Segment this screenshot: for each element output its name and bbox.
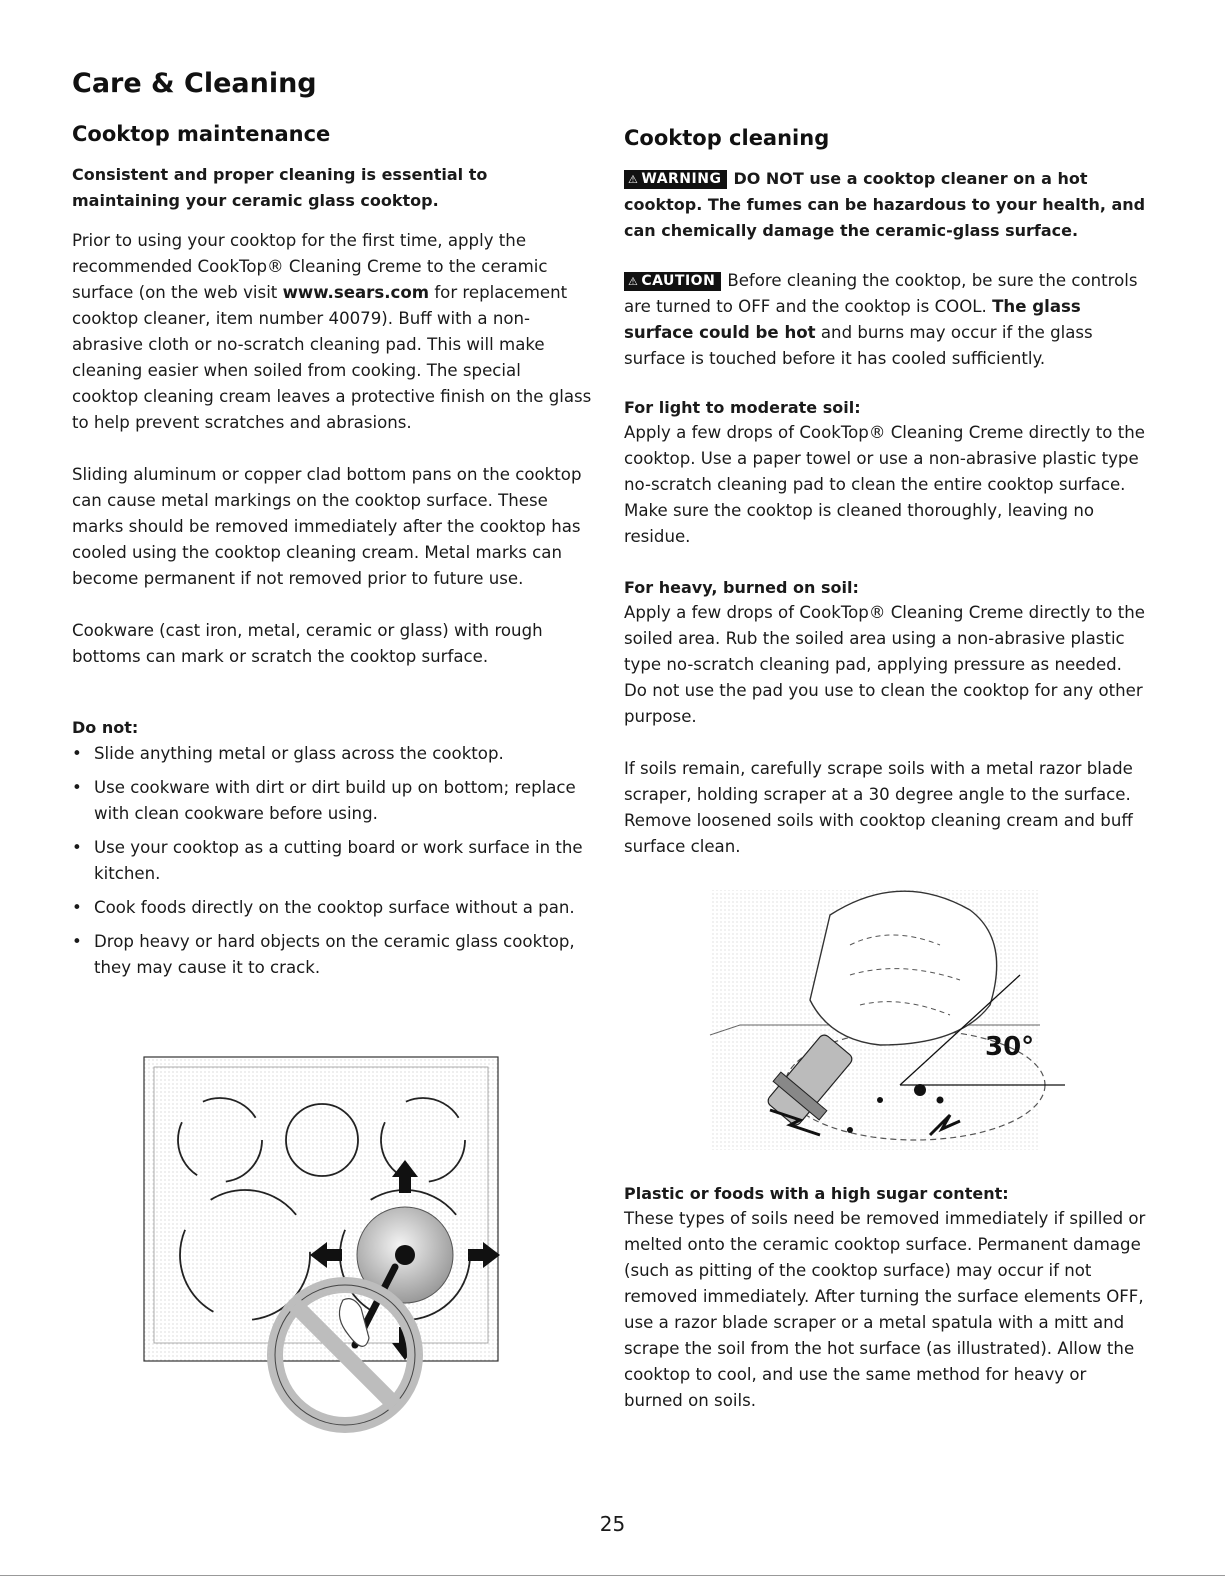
sugar-heading: Plastic or foods with a high sugar content: — [624, 1184, 1009, 1203]
page-title: Care & Cleaning — [72, 68, 317, 99]
light-soil-heading: For light to moderate soil: — [624, 398, 861, 417]
caution-badge — [624, 272, 721, 291]
warning-text: DO NOT use a cooktop cleaner on a hot cooktop. The fumes can be hazardous to your health, and can chemically damage the ceramic-glass surface. — [624, 169, 1146, 240]
bullet: • — [72, 778, 82, 797]
list-item — [72, 835, 592, 887]
cooktop-maintenance-heading: Cooktop maintenance — [72, 122, 331, 146]
cooktop-cleaning-heading: Cooktop cleaning — [624, 126, 830, 150]
cooktop-maintenance-section — [72, 122, 592, 989]
caution-text-a: Before cleaning the cooktop, be sure the controls are turned to OFF and the cooktop is COOL. — [624, 271, 1138, 316]
caution-badge-label: CAUTION — [641, 273, 716, 289]
list-item-text: Use your cooktop as a cutting board or work surface in the kitchen. — [94, 838, 583, 883]
caution-bold-text: The glass surface could be hot — [624, 297, 1081, 342]
bullet: • — [72, 932, 82, 951]
list-item — [72, 775, 592, 827]
bottom-divider — [0, 1575, 1225, 1576]
maintenance-paragraph-3: Cookware (cast iron, metal, ceramic or glass) with rough bottoms can mark or scratch the cooktop surface. — [72, 621, 543, 666]
maintenance-paragraph-1 — [72, 228, 592, 436]
heavy-soil-text: Apply a few drops of CookTop® Cleaning Creme directly to the soiled area. Rub the soiled area using a non-abrasive plastic type no-scratch cleaning pad, applying pressure as needed. Do not use the pad you use to clean the cooktop for any other purpose. — [624, 603, 1145, 726]
bullet: • — [72, 744, 82, 763]
cooktop-surface — [144, 1057, 498, 1361]
sugar-text: These types of soils need be removed immediately if spilled or melted onto the ceramic cooktop surface. Permanent damage (such as pitting of the cooktop surface) may occur if not removed immediately. After turning the surface elements OFF, use a razor blade scraper or a metal spatula with a mitt and scrape the soil from the hot surface (as illustrated). Allow the cooktop to cool, and use the same method for heavy or burned on soils. — [624, 1209, 1146, 1410]
heavy-soil-heading: For heavy, burned on soil: — [624, 578, 859, 597]
list-item-text: Use cookware with dirt or dirt build up on bottom; replace with clean cookware before using. — [94, 778, 576, 823]
list-item — [72, 741, 592, 767]
scrape-text: If soils remain, carefully scrape soils with a metal razor blade scraper, holding scraper at a 30 degree angle to the surface. Remove loosened soils with cooktop cleaning cream and buff surface clean. — [624, 759, 1133, 856]
caution-triangle-icon: ⚠ — [628, 275, 639, 288]
warning-badge-label: WARNING — [641, 171, 722, 187]
scraper-30-degree-illustration — [700, 885, 1070, 1155]
caution-paragraph — [624, 268, 1149, 372]
caution-text-b: and burns may occur if the glass surface is touched before it has cooled sufficiently. — [624, 323, 1093, 368]
page-number: 25 — [599, 1512, 626, 1536]
cooktop-no-sliding-illustration — [140, 1055, 510, 1435]
warning-badge — [624, 170, 727, 189]
bullet: • — [72, 898, 82, 917]
angle-label: 30° — [985, 1032, 1035, 1062]
list-item-text: Drop heavy or hard objects on the ceramic glass cooktop, they may cause it to crack. — [94, 932, 575, 977]
list-item-text: Cook foods directly on the cooktop surface without a pan. — [94, 898, 575, 917]
p1-text-b: for replacement cooktop cleaner, item number 40079). Buff with a non-abrasive cloth or no-scratch cleaning pad. This will make cleaning easier when soiled from cooking. The special cooktop cleaning cream leaves a protective finish on the glass to help prevent scratches and abrasions. — [72, 283, 592, 432]
maintenance-lead: Consistent and proper cleaning is essential to maintaining your ceramic glass cooktop. — [72, 165, 488, 210]
warning-triangle-icon: ⚠ — [628, 173, 639, 186]
light-soil-text: Apply a few drops of CookTop® Cleaning Creme directly to the cooktop. Use a paper towel or use a non-abrasive plastic type no-scratch cleaning pad to clean the entire cooktop surface. Make sure the cooktop is cleaned thoroughly, leaving no residue. — [624, 423, 1145, 546]
sears-link[interactable]: www.sears.com — [282, 283, 430, 302]
list-item — [72, 895, 592, 921]
cooktop-cleaning-section — [624, 126, 1149, 860]
list-item — [72, 929, 592, 981]
sugar-section — [624, 1182, 1149, 1414]
donot-heading: Do not: — [72, 718, 139, 737]
p1-text-a: Prior to using your cooktop for the first time, apply the recommended CookTop® Cleaning Creme to the ceramic surface (on the web visit — [72, 231, 548, 302]
warning-paragraph — [624, 166, 1149, 244]
bullet: • — [72, 838, 82, 857]
list-item-text: Slide anything metal or glass across the cooktop. — [94, 744, 504, 763]
maintenance-paragraph-2: Sliding aluminum or copper clad bottom pans on the cooktop can cause metal markings on the cooktop surface. These marks should be removed immediately after the cooktop has cooled using the cooktop cleaning cream. Metal marks can become permanent if not removed prior to future use. — [72, 465, 582, 588]
donot-list — [72, 741, 592, 981]
